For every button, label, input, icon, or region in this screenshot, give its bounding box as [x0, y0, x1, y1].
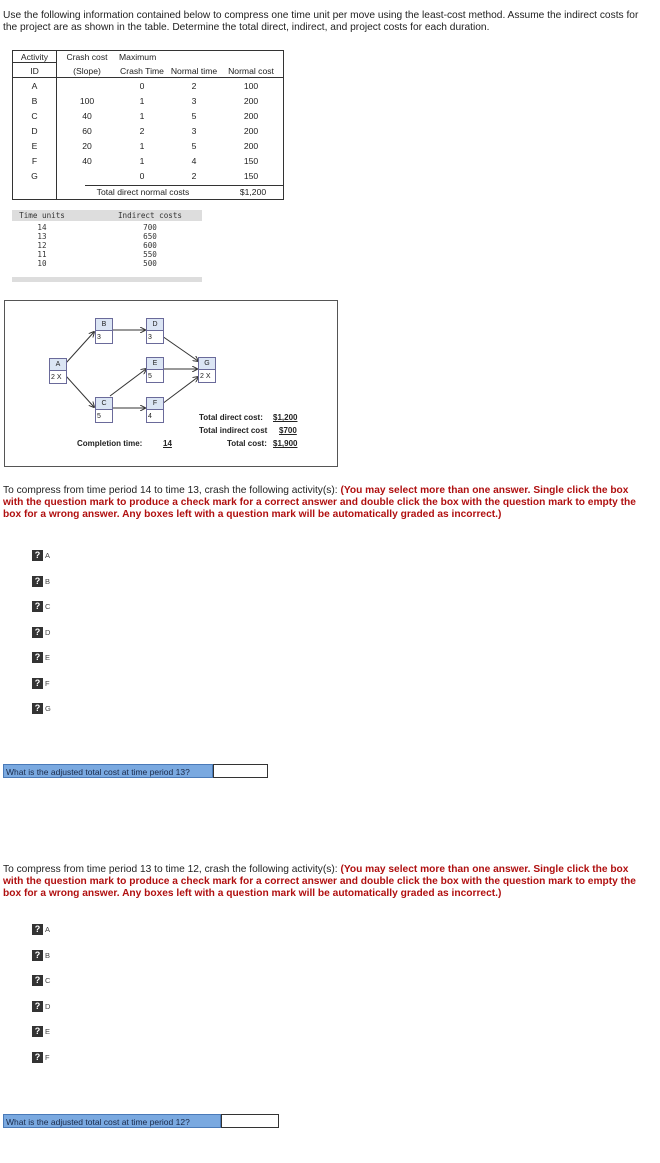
- total-direct-value: $1,200: [239, 187, 267, 197]
- option-label: E: [45, 1027, 51, 1036]
- node-c: [95, 397, 113, 423]
- header-time-units: Time units: [19, 211, 65, 220]
- option-label: E: [45, 653, 51, 662]
- question-mark-icon[interactable]: ?: [32, 652, 43, 663]
- cell-normal: 4: [191, 156, 197, 166]
- total-cost-label: Total cost:: [227, 439, 267, 448]
- header-slope: (Slope): [73, 66, 101, 76]
- cell-cost: 200: [243, 141, 259, 151]
- cell-slope: 20: [82, 141, 92, 151]
- cell-crash: 2: [139, 126, 145, 136]
- question-mark-icon[interactable]: ?: [32, 703, 43, 714]
- indirect-cost-value: 650: [143, 232, 157, 241]
- question-2-prompt: What is the adjusted total cost at time period 12?: [3, 1114, 221, 1128]
- cell-id: C: [31, 111, 38, 121]
- cell-id: D: [31, 126, 38, 136]
- total-direct-cost-value: $1,200: [273, 413, 298, 422]
- option-label: F: [45, 1052, 50, 1062]
- node-f-label: F: [147, 398, 163, 410]
- cell-crash: 1: [139, 96, 145, 106]
- cell-normal: 2: [191, 81, 197, 91]
- header-id: ID: [30, 66, 39, 76]
- cell-normal: 2: [191, 171, 197, 181]
- option-label: G: [45, 704, 51, 713]
- question-mark-icon[interactable]: ?: [32, 975, 43, 986]
- option-label: C: [45, 602, 51, 611]
- cell-crash: 1: [139, 141, 145, 151]
- header-normal-cost: Normal cost: [228, 66, 274, 76]
- completion-time-label: Completion time:: [77, 439, 143, 448]
- node-g: [198, 357, 216, 383]
- question-mark-icon[interactable]: ?: [32, 1026, 43, 1037]
- question-mark-icon[interactable]: ?: [32, 950, 43, 961]
- question-1-instruction: To compress from time period 14 to time 13, crash the following activity(s):: [3, 485, 338, 496]
- cell-slope: 100: [79, 96, 95, 106]
- indirect-cost-value: 500: [143, 259, 157, 268]
- cell-cost: 200: [243, 96, 259, 106]
- question-2-text: [3, 864, 648, 900]
- option-label: C: [45, 976, 51, 985]
- cell-id: A: [31, 81, 38, 91]
- cell-slope: 60: [82, 126, 92, 136]
- total-indirect-cost-label: Total indirect cost: [199, 426, 268, 435]
- node-a-duration: 2 X: [51, 374, 62, 381]
- node-e-label: E: [147, 358, 163, 370]
- question-mark-icon[interactable]: ?: [32, 576, 43, 587]
- total-indirect-cost-value: $700: [279, 426, 297, 435]
- option-label: A: [45, 551, 51, 560]
- time-unit-value: 14: [37, 223, 47, 232]
- node-d-label: D: [147, 319, 163, 331]
- activity-table: [12, 50, 284, 200]
- node-c-duration: 5: [97, 413, 101, 420]
- cell-cost: 200: [243, 126, 259, 136]
- indirect-cost-value: 550: [143, 250, 157, 259]
- option-label: B: [45, 576, 51, 586]
- option-label: A: [45, 925, 51, 934]
- question-mark-icon[interactable]: ?: [32, 678, 43, 689]
- cell-cost: 150: [243, 156, 259, 166]
- node-f-duration: 4: [148, 413, 152, 420]
- cell-crash: 1: [139, 156, 145, 166]
- question-2-note: (You may select more than one answer. Single click the box with the question mark to produce a check mark for a correct answer and double click the box with the question mark to empty the box for a wrong answer. Any boxes left with a question mark will be automatically graded as incorrect.): [3, 864, 636, 899]
- node-d: [146, 318, 164, 344]
- question-mark-icon[interactable]: ?: [32, 1052, 43, 1063]
- total-direct-cost-label: Total direct cost:: [199, 413, 263, 422]
- question-2-answer-input[interactable]: [221, 1114, 279, 1128]
- node-b-duration: 3: [97, 334, 101, 341]
- node-b-label: B: [96, 319, 112, 331]
- option-label: D: [45, 627, 51, 637]
- question-mark-icon[interactable]: ?: [32, 550, 43, 561]
- node-e: [146, 357, 164, 383]
- node-g-duration: 2 X: [200, 373, 211, 380]
- cell-cost: 100: [243, 81, 259, 91]
- node-b: [95, 318, 113, 344]
- cell-slope: 40: [82, 156, 92, 166]
- header-crash-cost: Crash cost: [66, 52, 108, 62]
- indirect-cost-value: 600: [143, 241, 157, 250]
- header-activity: Activity: [20, 52, 49, 62]
- option-label: B: [45, 950, 51, 960]
- node-a-label: A: [50, 359, 66, 371]
- time-unit-value: 12: [37, 241, 47, 250]
- cell-normal: 3: [191, 96, 197, 106]
- question-1-note: (You may select more than one answer. Single click the box with the question mark to produce a check mark for a correct answer and double click the box with the question mark to empty the box for a wrong answer. Any boxes left with a question mark will be automatically graded as incorrect.): [3, 485, 636, 520]
- question-mark-icon[interactable]: ?: [32, 1001, 43, 1012]
- cell-slope: 40: [82, 111, 92, 121]
- cell-normal: 5: [191, 141, 197, 151]
- time-unit-value: 13: [37, 232, 47, 241]
- cell-id: E: [31, 141, 38, 151]
- time-unit-value: 11: [37, 250, 47, 259]
- node-g-label: G: [199, 358, 215, 370]
- header-indirect-costs: Indirect costs: [117, 211, 182, 220]
- cell-normal: 5: [191, 111, 197, 121]
- total-direct-label: Total direct normal costs: [96, 187, 190, 197]
- header-maximum: Maximum: [119, 52, 157, 62]
- node-f: [146, 397, 164, 423]
- header-crash-time: Crash Time: [120, 66, 164, 76]
- option-label: F: [45, 678, 50, 688]
- total-cost-value: $1,900: [273, 439, 298, 448]
- option-label: D: [45, 1001, 51, 1011]
- node-c-label: C: [96, 398, 112, 410]
- question-1-text: [3, 485, 648, 521]
- node-e-duration: 5: [148, 373, 152, 380]
- header-normal-time: Normal time: [170, 66, 218, 76]
- cell-cost: 150: [243, 171, 259, 181]
- time-unit-value: 10: [37, 259, 47, 268]
- cell-crash: 0: [139, 81, 145, 91]
- question-2-instruction: To compress from time period 13 to time 12, crash the following activity(s):: [3, 864, 338, 875]
- intro-text: Use the following information contained below to compress one time unit per move using the least-cost method. Assume the indirect costs for the project are as shown in the table. Determine the total direct, indirect, and project costs for each duration.: [3, 10, 639, 33]
- cell-id: G: [31, 171, 38, 181]
- indirect-cost-value: 700: [143, 223, 157, 232]
- question-mark-icon[interactable]: ?: [32, 924, 43, 935]
- completion-time-value: 14: [163, 439, 172, 448]
- cell-id: F: [31, 156, 38, 166]
- question-1-answer-input[interactable]: [213, 764, 268, 778]
- node-d-duration: 3: [148, 334, 152, 341]
- question-mark-icon[interactable]: ?: [32, 627, 43, 638]
- cell-crash: 1: [139, 111, 145, 121]
- network-diagram: [4, 300, 338, 467]
- cell-id: B: [31, 96, 38, 106]
- indirect-cost-table: [12, 210, 202, 282]
- node-a: [49, 358, 67, 384]
- question-1-prompt: What is the adjusted total cost at time period 13?: [3, 764, 213, 778]
- question-mark-icon[interactable]: ?: [32, 601, 43, 612]
- cell-normal: 3: [191, 126, 197, 136]
- cell-cost: 200: [243, 111, 259, 121]
- cell-crash: 0: [139, 171, 145, 181]
